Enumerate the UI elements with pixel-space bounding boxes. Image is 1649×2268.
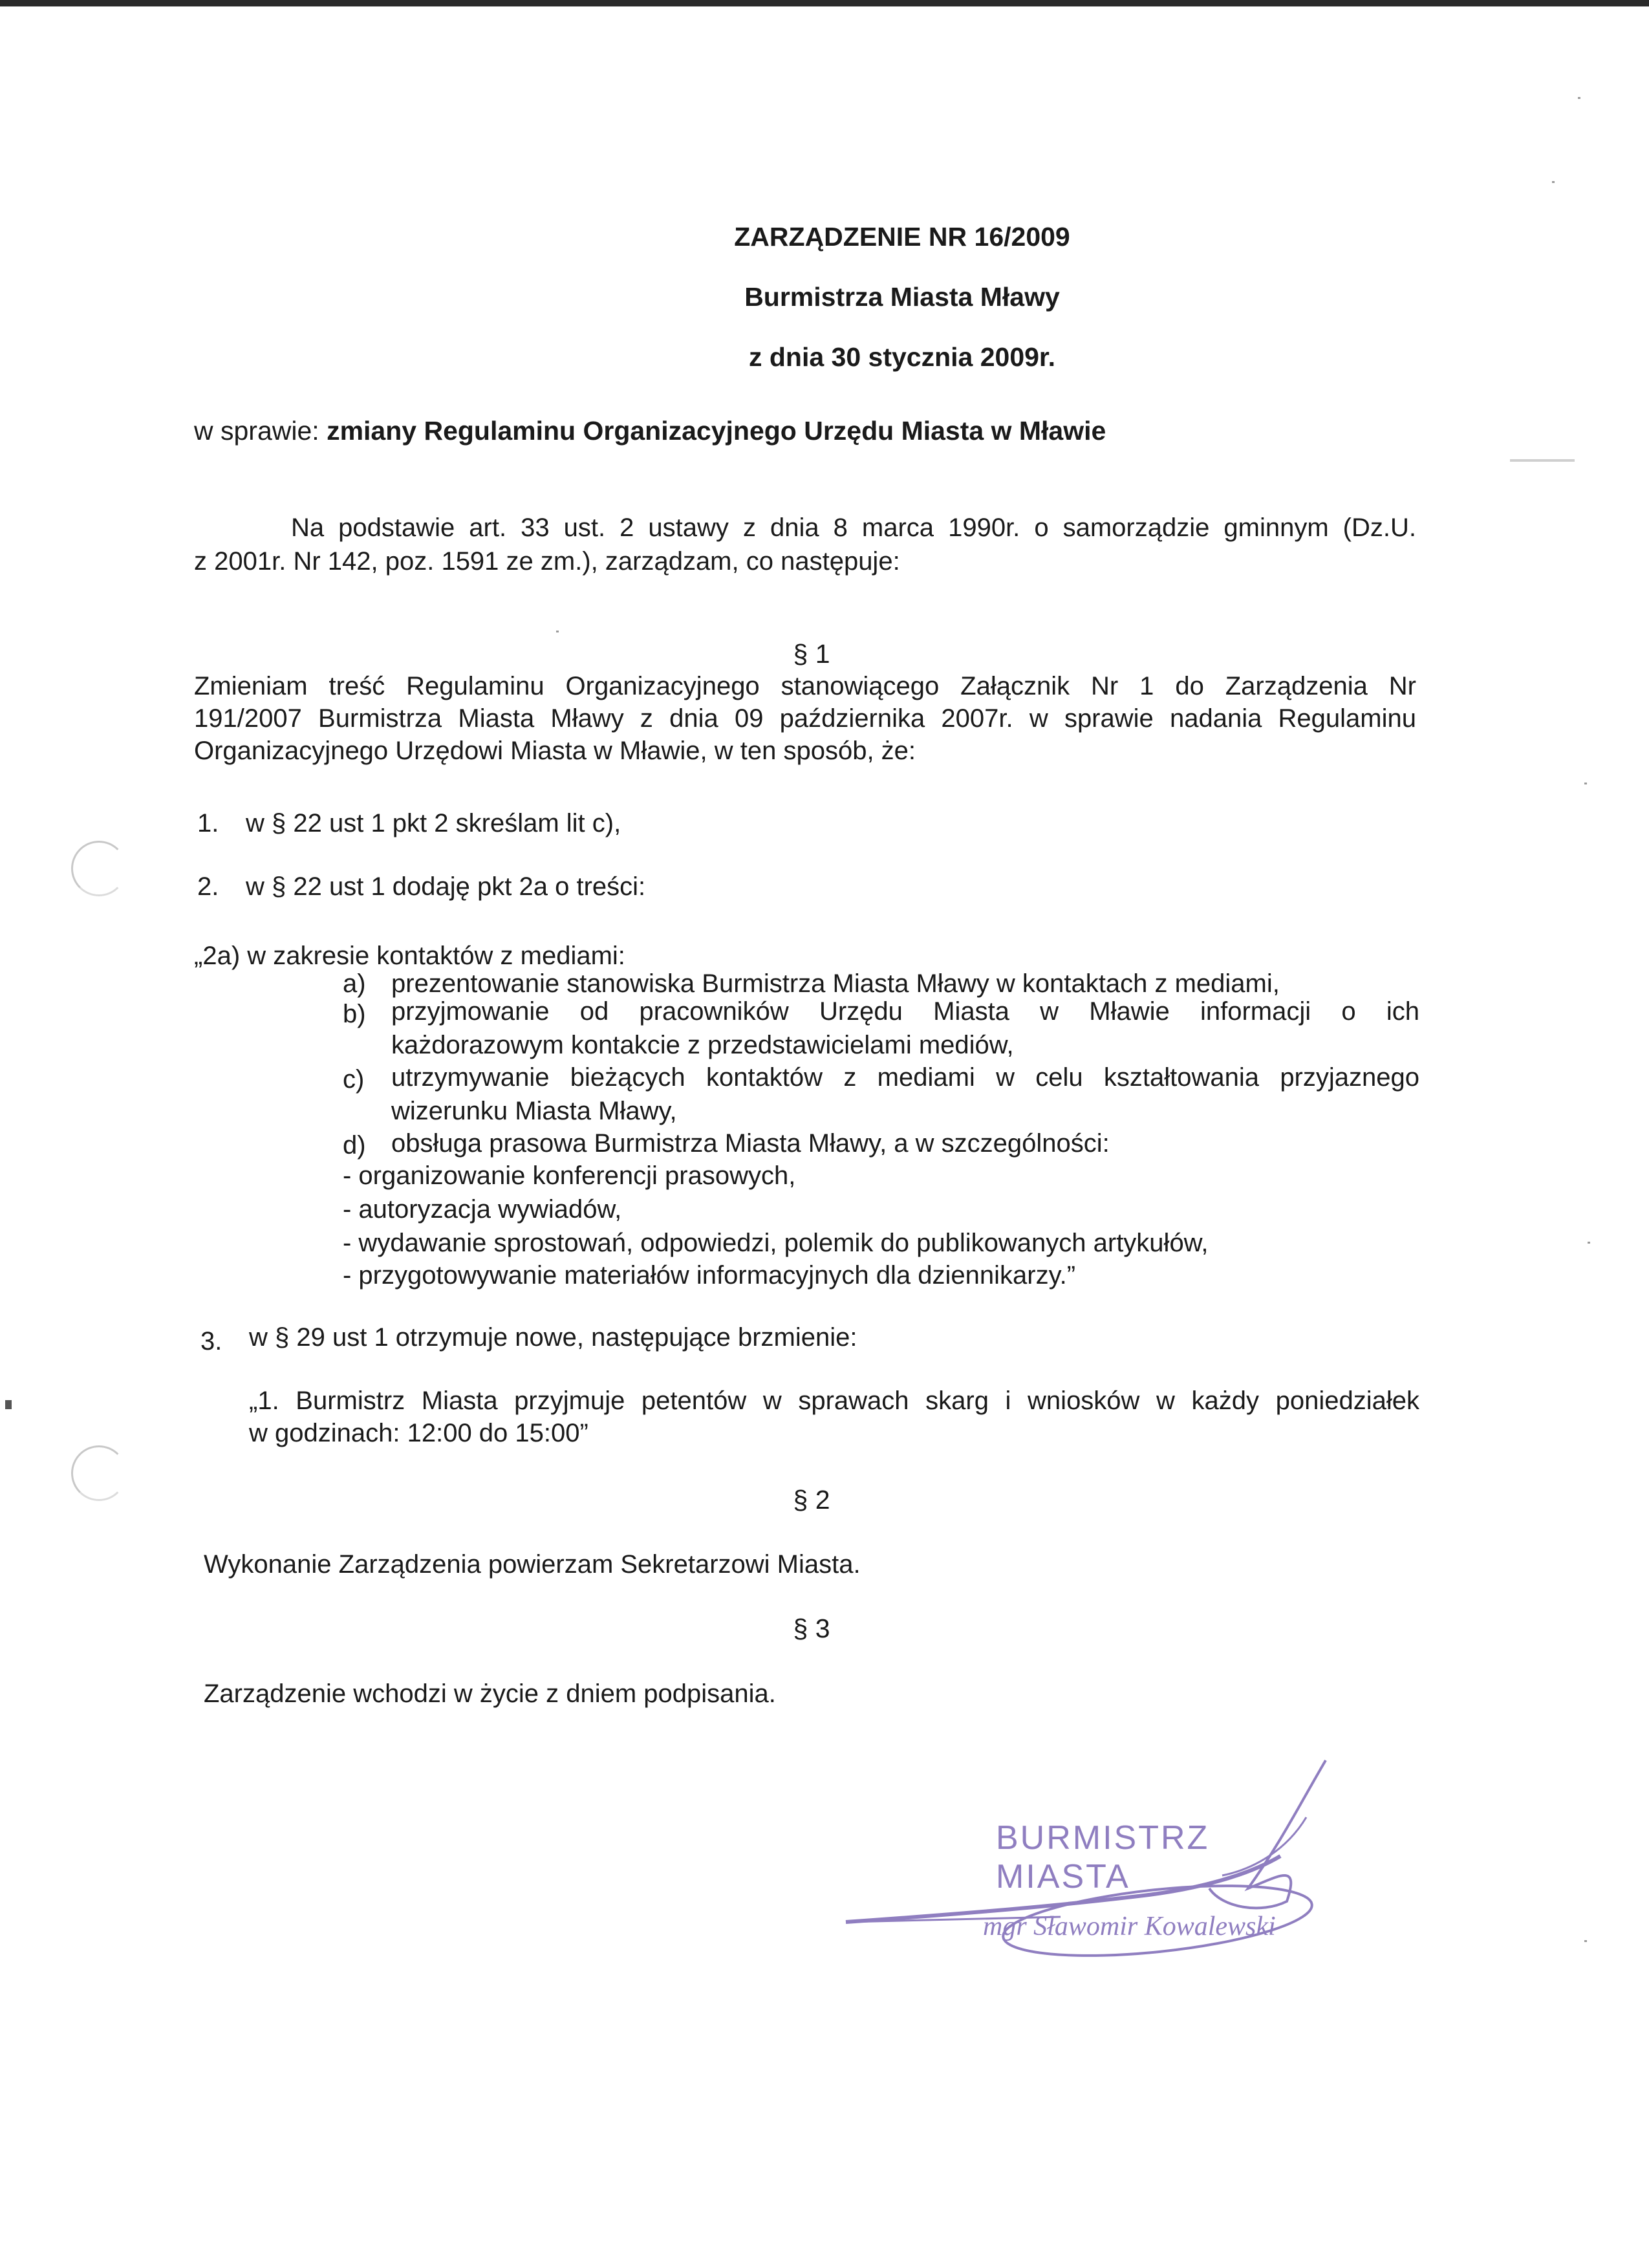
item-3-quote-line-2: w godzinach: 12:00 do 15:00” xyxy=(249,1419,588,1447)
section2-text: Wykonanie Zarządzenia powierzam Sekretarzowi Miasta. xyxy=(204,1550,861,1579)
list-item-b-line-2: każdorazowym kontakcie z przedstawicielami mediów, xyxy=(391,1031,1014,1059)
scan-speck xyxy=(5,1400,12,1409)
scan-top-edge xyxy=(0,0,1649,6)
section3-heading: § 3 xyxy=(793,1614,830,1643)
list-letter-a: a) xyxy=(343,969,366,998)
item-1-number: 1. xyxy=(197,809,219,837)
list-item-c-line-1: utrzymywanie bieżących kontaktów z mediami w celu kształtowania przyjaznego xyxy=(391,1063,1419,1092)
item-3-number: 3. xyxy=(200,1327,222,1355)
section1-intro-line-3: Organizacyjnego Urzędowi Miasta w Mławie, w ten sposób, że: xyxy=(194,737,916,765)
section2-heading: § 2 xyxy=(793,1485,830,1515)
list-item-a-line-1: prezentowanie stanowiska Burmistrza Miasta Mławy w kontaktach z mediami, xyxy=(391,969,1280,998)
scan-speck xyxy=(1552,181,1555,183)
document-header xyxy=(0,207,1649,387)
dash-item-4: - przygotowywanie materiałów informacyjnych dla dziennikarzy.” xyxy=(343,1261,1076,1290)
scan-speck xyxy=(1584,783,1587,784)
item-3-text: w § 29 ust 1 otrzymuje nowe, następujące brzmienie: xyxy=(249,1323,857,1352)
scan-speck xyxy=(1588,1242,1590,1244)
section1-intro-line-2: 191/2007 Burmistrza Miasta Mławy z dnia 09 października 2007r. w sprawie nadania Regulaminu xyxy=(194,704,1416,733)
legal-basis-line-2: z 2001r. Nr 142, poz. 1591 ze zm.), zarządzam, co następuje: xyxy=(194,547,900,576)
quote-intro: „2a) w zakresie kontaktów z mediami: xyxy=(194,942,625,970)
subject-text: zmiany Regulaminu Organizacyjnego Urzędu Miasta w Mławie xyxy=(327,416,1106,446)
punch-hole-bottom xyxy=(71,1445,127,1501)
scan-speck xyxy=(1578,97,1580,99)
document-issuer: Burmistrza Miasta Mławy xyxy=(744,282,1060,312)
dash-item-2: - autoryzacja wywiadów, xyxy=(343,1195,622,1224)
item-2-text: w § 22 ust 1 dodaję pkt 2a o treści: xyxy=(246,872,646,901)
scan-speck xyxy=(1584,1940,1587,1942)
item-3-quote-line-1: „1. Burmistrz Miasta przyjmuje petentów w sprawach skarg i wniosków w każdy poniedziałek xyxy=(249,1387,1419,1415)
document-date: z dnia 30 stycznia 2009r. xyxy=(748,342,1056,372)
subject-prefix: w sprawie: xyxy=(194,416,319,446)
list-letter-c: c) xyxy=(343,1065,365,1094)
stamp-title: BURMISTRZ MIASTA xyxy=(996,1819,1210,1895)
section1-heading: § 1 xyxy=(793,639,830,669)
dash-item-3: - wydawanie sprostowań, odpowiedzi, polemik do publikowanych artykułów, xyxy=(343,1229,1209,1257)
item-1-text: w § 22 ust 1 pkt 2 skreślam lit c), xyxy=(246,809,621,837)
document-title: ZARZĄDZENIE NR 16/2009 xyxy=(734,222,1070,252)
scan-speck xyxy=(556,631,559,632)
item-2-number: 2. xyxy=(197,872,219,901)
list-item-d-line-1: obsługa prasowa Burmistrza Miasta Mławy, a w szczególności: xyxy=(391,1129,1110,1158)
scan-speck xyxy=(1510,459,1575,462)
list-item-c-line-2: wizerunku Miasta Mławy, xyxy=(391,1097,677,1125)
list-item-b-line-1: przyjmowanie od pracowników Urzędu Miasta w Mławie informacji o ich xyxy=(391,997,1419,1026)
subject-line xyxy=(194,414,1106,448)
section1-intro-line-1: Zmieniam treść Regulaminu Organizacyjnego stanowiącego Załącznik Nr 1 do Zarządzenia Nr xyxy=(194,672,1416,700)
list-letter-b: b) xyxy=(343,1000,366,1028)
legal-basis-line-1: Na podstawie art. 33 ust. 2 ustawy z dnia 8 marca 1990r. o samorządzie gminnym (Dz.U. xyxy=(291,513,1416,542)
dash-item-1: - organizowanie konferencji prasowych, xyxy=(343,1161,796,1190)
signature-stamp xyxy=(834,1746,1352,1992)
stamp-name: mgr Sławomir Kowalewski xyxy=(983,1912,1276,1941)
list-letter-d: d) xyxy=(343,1131,366,1160)
punch-hole-top xyxy=(71,841,127,896)
section3-text: Zarządzenie wchodzi w życie z dniem podpisania. xyxy=(204,1679,776,1708)
